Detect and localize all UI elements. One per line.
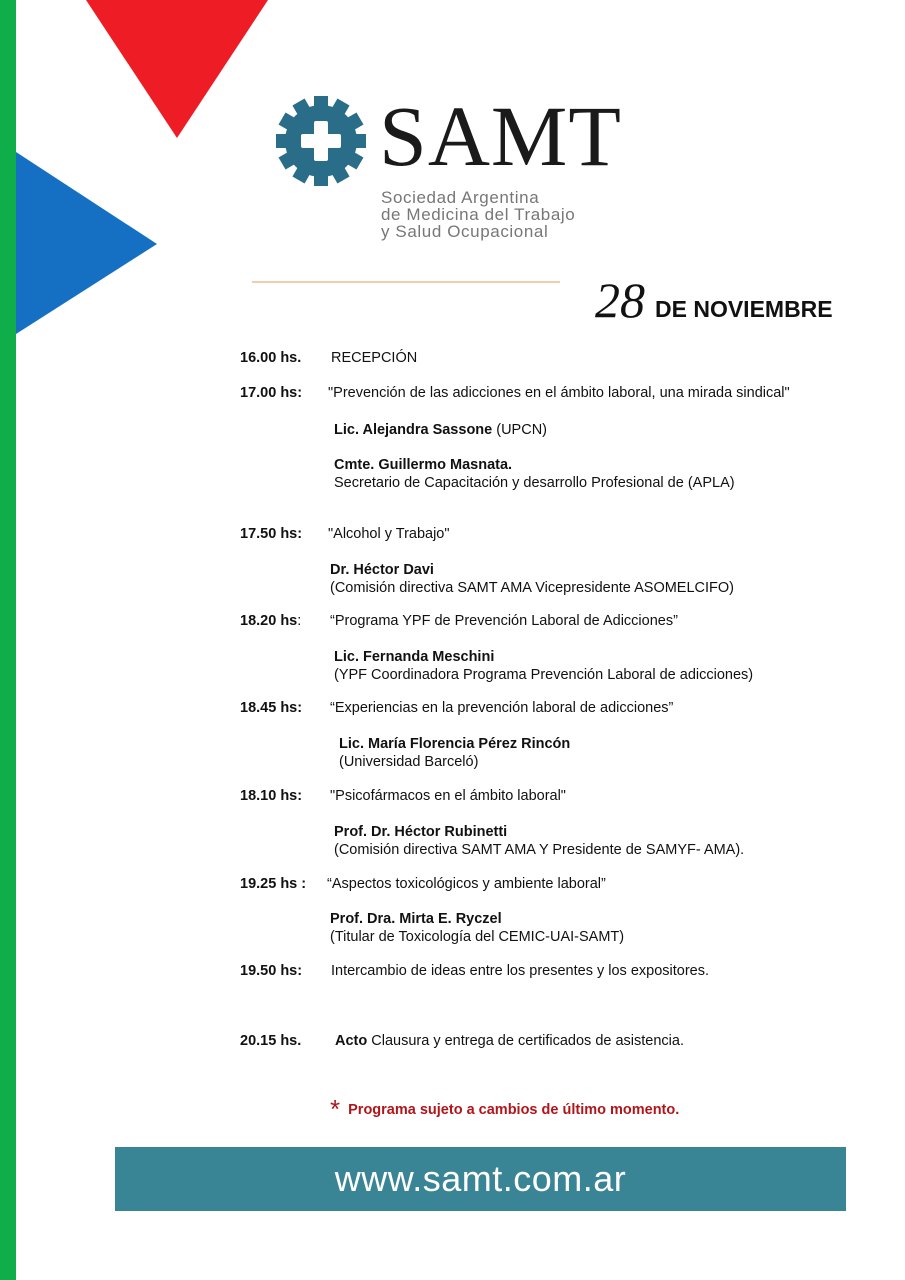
speaker [334,823,744,859]
schedule-title: "Psicofármacos en el ámbito laboral" [330,788,566,804]
speaker-detail: (Titular de Toxicología del CEMIC-UAI-SAMT) [330,929,625,945]
speaker [339,735,570,771]
logo-subtitle-line: Sociedad Argentina [381,188,540,207]
speaker [330,910,624,946]
speaker-name: Lic. Alejandra Sassone [334,422,493,438]
logo-subtitle-line: y Salud Ocupacional [381,222,549,241]
logo-subtitle [381,189,575,240]
schedule-title: “Programa YPF de Prevención Laboral de Adicciones” [330,613,678,629]
schedule-time: 18.20 hs: [240,613,302,629]
schedule-time: 18.10 hs: [240,788,303,804]
speaker [334,648,753,684]
divider-line [252,281,560,283]
speaker-name: Cmte. Guillermo Masnata. [334,457,513,473]
schedule-time: 18.45 hs: [240,700,303,716]
speaker [334,456,735,492]
disclaimer-note [330,1094,679,1125]
schedule-title-bold: Acto [335,1033,368,1049]
disclaimer-text: Programa sujeto a cambios de último momento. [348,1101,680,1118]
red-triangle [86,0,268,138]
blue-triangle [16,152,157,334]
schedule-title: "Prevención de las adicciones en el ámbito laboral, una mirada sindical" [328,385,790,401]
speaker-detail: (Comisión directiva SAMT AMA Vicepresidente ASOMELCIFO) [330,580,734,596]
speaker [334,421,547,439]
schedule-time: 17.00 hs: [240,385,303,401]
schedule-title: "Alcohol y Trabajo" [328,526,450,542]
gear-cross-icon [275,95,367,187]
speaker-name: Prof. Dra. Mirta E. Ryczel [330,911,502,927]
logo-name: SAMT [379,88,622,184]
event-date [595,272,833,328]
schedule-title: “Experiencias en la prevención laboral de adicciones” [330,700,674,716]
speaker-detail: Secretario de Capacitación y desarrollo Profesional de (APLA) [334,475,735,491]
speaker-name: Dr. Héctor Davi [330,562,434,578]
speaker-name: Lic. Fernanda Meschini [334,649,495,665]
speaker-name: Prof. Dr. Héctor Rubinetti [334,824,508,840]
speaker-detail: (YPF Coordinadora Programa Prevención Laboral de adicciones) [334,667,754,683]
asterisk-icon: * [330,1094,341,1124]
samt-logo [275,88,675,255]
schedule-time: 16.00 hs. [240,350,302,366]
schedule-time: 17.50 hs: [240,526,303,542]
schedule-time: 19.50 hs: [240,963,303,979]
speaker-detail: (Universidad Barceló) [339,754,479,770]
schedule-title: “Aspectos toxicológicos y ambiente laboral” [327,876,606,892]
schedule-time: 20.15 hs. [240,1033,302,1049]
schedule-title: RECEPCIÓN [331,350,418,366]
speaker [330,561,734,597]
schedule-time: 19.25 hs : [240,876,307,892]
website-link[interactable]: www.samt.com.ar [334,1158,627,1199]
decorative-triangles [0,0,270,340]
speaker-name: Lic. María Florencia Pérez Rincón [339,736,571,752]
schedule-title: Acto Clausura y entrega de certificados de asistencia. [335,1033,684,1049]
speaker-detail: (UPCN) [496,422,547,438]
date-month: DE NOVIEMBRE [655,296,833,322]
logo-subtitle-line: de Medicina del Trabajo [381,205,576,224]
date-day: 28 [595,272,645,328]
schedule-title: Intercambio de ideas entre los presentes y los expositores. [331,963,710,979]
speaker-detail: (Comisión directiva SAMT AMA Y Presidente de SAMYF- AMA). [334,842,745,858]
website-banner[interactable] [115,1147,846,1211]
